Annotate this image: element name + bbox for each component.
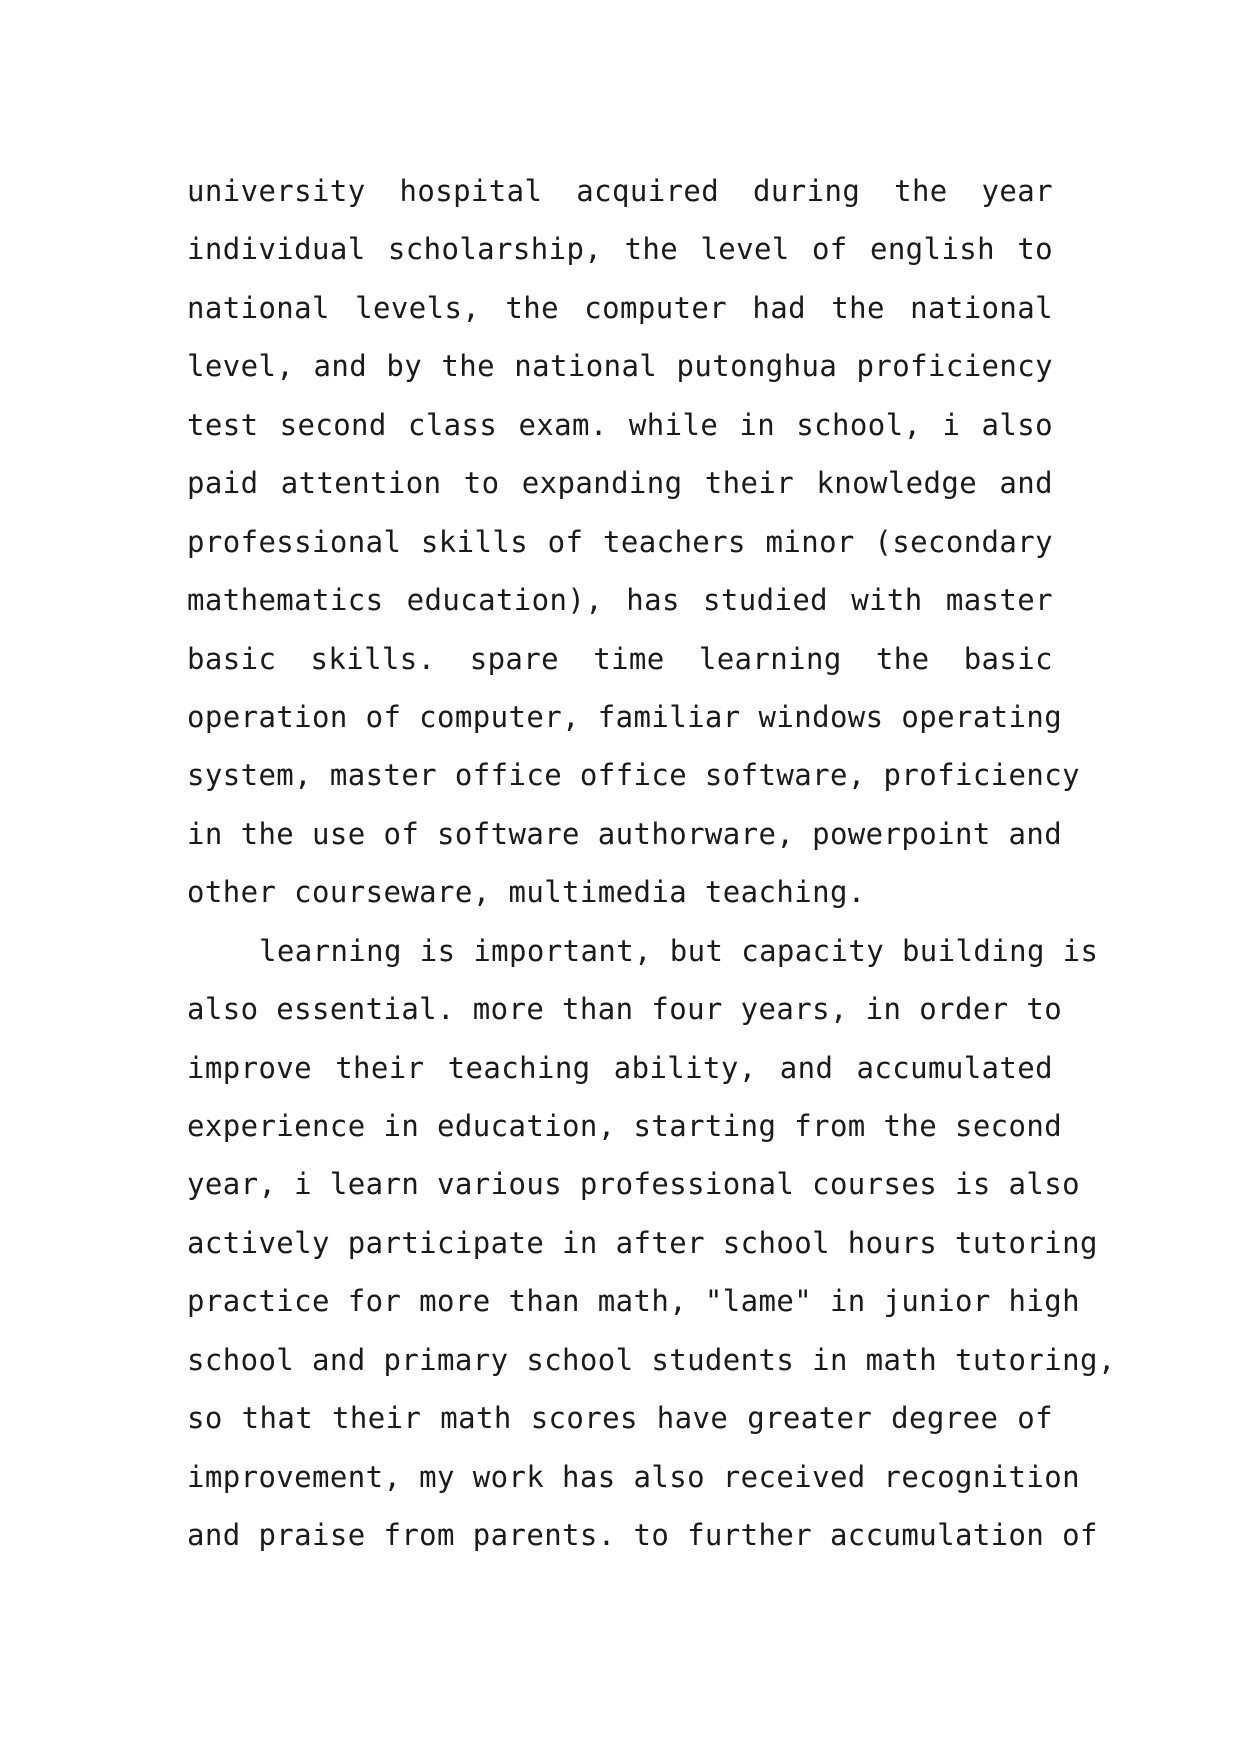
paragraph-start-line: learning is important, but capacity building is [259,933,1099,968]
text-line: also essential. more than four years, in order to [187,992,1063,1027]
text-line: individual scholarship, the level of english to [187,232,1053,267]
text-line: practice for more than math, "lame" in junior high [187,1284,1080,1319]
text-line: improvement, my work has also received recognition [187,1459,1080,1494]
paragraph-end-line: other courseware, multimedia teaching. [187,875,866,910]
text-line: paid attention to expanding their knowledge and [187,466,1053,501]
text-line: system, master office office software, proficiency [187,758,1080,793]
text-line: professional skills of teachers minor (secondary [187,524,1053,559]
text-line: year, i learn various professional courses is also [187,1167,1080,1202]
text-line: university hospital acquired during the year [187,174,1053,208]
text-line: national levels, the computer had the national [187,290,1053,325]
text-line: actively participate in after school hours tutoring [187,1225,1098,1260]
text-line: school and primary school students in math tutoring, [187,1342,1116,1377]
text-line: test second class exam. while in school, i also [187,407,1053,442]
body-text [187,162,1116,1565]
text-line: operation of computer, familiar windows operating [187,699,1063,734]
text-line: and praise from parents. to further accumulation of [187,1518,1098,1553]
text-line: experience in education, starting from the second [187,1109,1063,1143]
text-line: basic skills. spare time learning the basic [187,641,1053,676]
text-line: mathematics education), has studied with master [187,583,1053,618]
text-line: improve their teaching ability, and accumulated [187,1050,1053,1085]
text-line: so that their math scores have greater degree of [187,1401,1053,1436]
text-line: in the use of software authorware, powerpoint and [187,816,1063,851]
text-line: level, and by the national putonghua proficiency [187,349,1053,384]
